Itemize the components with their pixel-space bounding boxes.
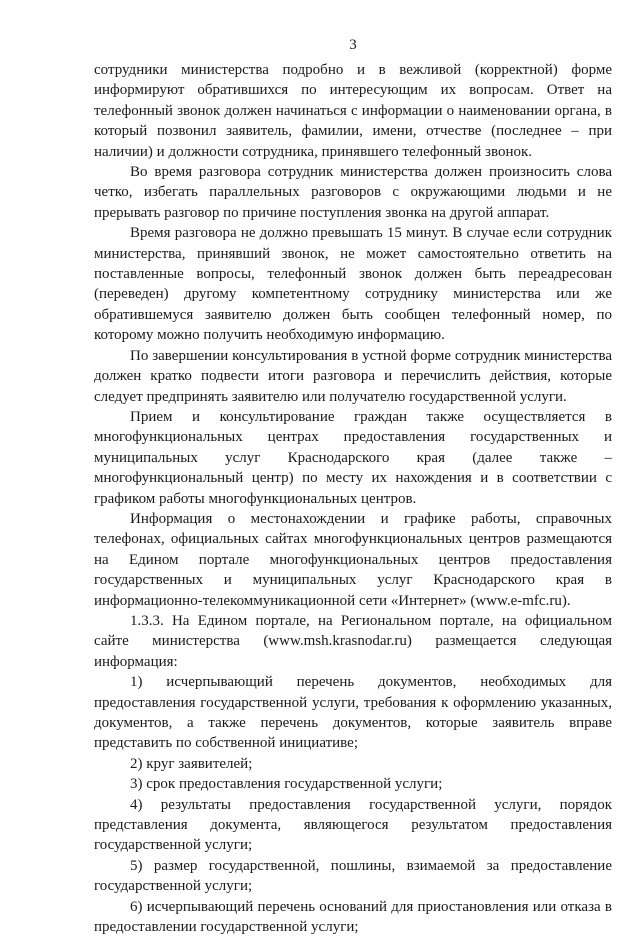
paragraph-call-duration: Время разговора не должно превышать 15 минут. В случае если сотрудник министерства, принявший звонок, не может самостоятельно ответить на поставленные вопросы, телефонный звонок должен быть переадресован (переведен) другому компетентному сотруднику министерства или же обратившемуся заявителю должен быть сообщен телефонный номер, по которому можно получить необходимую информацию. [94, 225, 612, 344]
paragraph-mfc-reception: Прием и консультирование граждан также осуществляется в многофункциональных центрах предоставления государственных и муниципальных услуг Краснодарского края (далее также – многофункциональный центр) по месту их нахождения и в соответствии с графиком работы многофункциональных центров. [94, 408, 612, 507]
paragraph-conversation-rules: Во время разговора сотрудник министерства должен произносить слова четко, избегать параллельных разговоров с окружающими людьми и не прерывать разговор по причине поступления звонка на другой аппарат. [94, 164, 612, 221]
list-item-1: 1) исчерпывающий перечень документов, необходимых для предоставления государственной услуги, требования к оформлению указанных, документов, а также перечень документов, которые заявитель вправе представить по собственной инициативе; [94, 674, 612, 752]
list-item-5: 5) размер государственной, пошлины, взимаемой за предоставление государственной услуги; [94, 857, 612, 895]
paragraph-section-1-3-3: 1.3.3. На Едином портале, на Региональном портале, на официальном сайте министерства (www.msh.krasnodar.ru) размещается следующая информация: [94, 612, 612, 670]
paragraph-mfc-contacts: Информация о местонахождении и графике работы, справочных телефонах, официальных сайтах многофункциональных центров размещаются на Едином портале многофункциональных центров предоставления государственных и муниципальных услуг Краснодарского края в информационно-телекоммуникационной сети «Интернет» (www.e-mfc.ru). [94, 510, 612, 609]
page-number: 3 [349, 37, 357, 53]
list-item-6: 6) исчерпывающий перечень оснований для приостановления или отказа в предоставлении государственной услуги; [94, 898, 612, 936]
list-item-3: 3) срок предоставления государственной услуги; [130, 776, 443, 793]
document-page [94, 0, 612, 936]
document-body [94, 60, 612, 937]
list-item-4: 4) результаты предоставления государственной услуги, порядок представления документа, являющегося результатом предоставления государственной услуги; [94, 796, 612, 854]
paragraph-operator-info: сотрудники министерства подробно и в вежливой (корректной) форме информируют обратившихся по интересующим их вопросам. Ответ на телефонный звонок должен начинаться с информации о наименовании органа, в который позвонил заявитель, фамилии, имени, отчестве (последнее – при наличии) и должности сотрудника, принявшего телефонный звонок. [94, 62, 612, 160]
list-item-2: 2) круг заявителей; [130, 755, 253, 772]
paragraph-consultation-summary: По завершении консультирования в устной форме сотрудник министерства должен кратко подвести итоги разговора и перечислить действия, которые следует предпринять заявителю или получателю государственной услуги. [94, 347, 612, 405]
